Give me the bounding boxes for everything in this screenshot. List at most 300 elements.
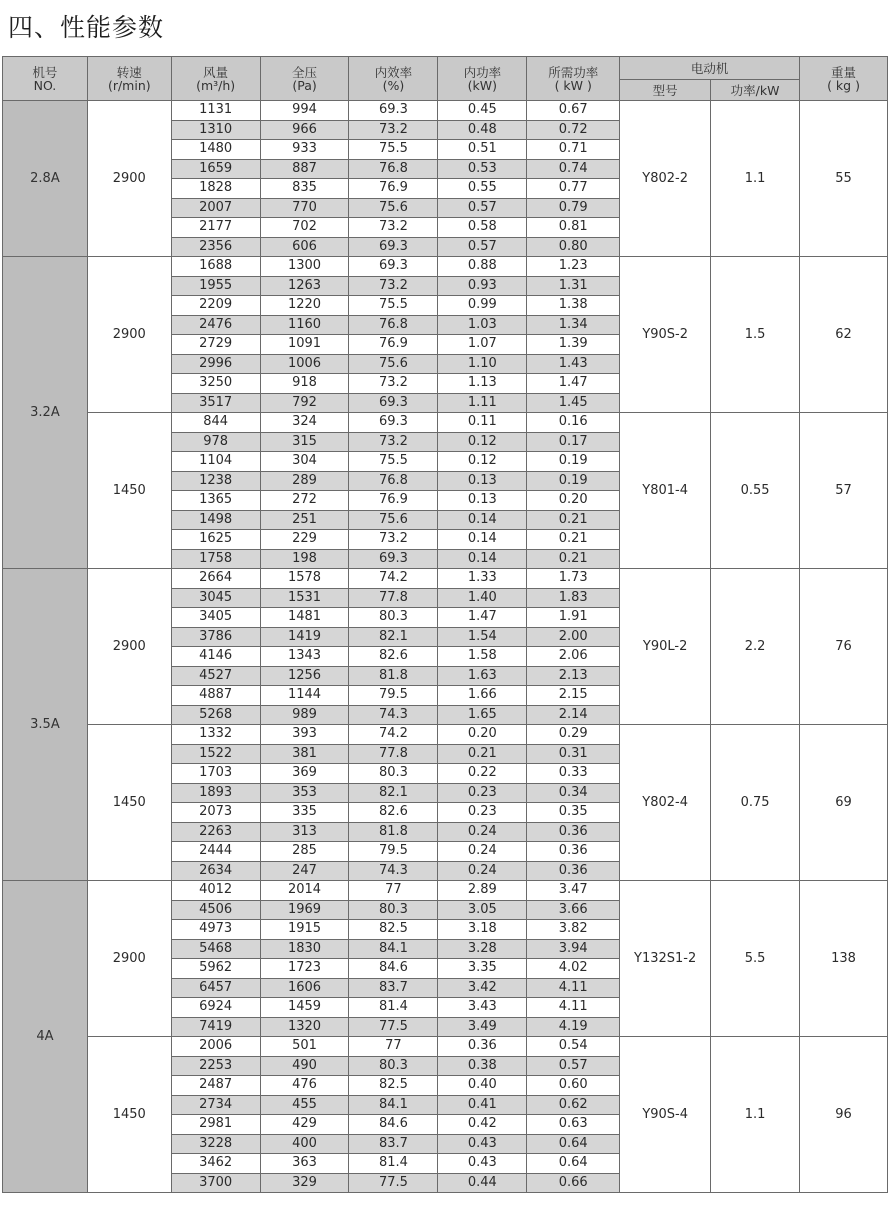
pressure-cell: 381 [260, 744, 349, 764]
inner-power-cell: 0.88 [438, 257, 527, 277]
header-motor-type: 型号 [620, 80, 711, 101]
table-row [3, 257, 888, 277]
inner-power-cell: 0.44 [438, 1173, 527, 1193]
required-power-cell: 0.71 [527, 140, 620, 160]
efficiency-cell: 73.2 [349, 120, 438, 140]
required-power-cell: 1.45 [527, 393, 620, 413]
flow-cell: 1480 [171, 140, 260, 160]
inner-power-cell: 0.14 [438, 510, 527, 530]
pressure-cell: 369 [260, 764, 349, 784]
flow-cell: 4527 [171, 666, 260, 686]
efficiency-cell: 74.2 [349, 569, 438, 589]
header-flow: 风量 (m³/h) [171, 57, 260, 101]
pressure-cell: 393 [260, 725, 349, 745]
motor-power-cell: 2.2 [711, 569, 800, 725]
flow-cell: 3462 [171, 1154, 260, 1174]
inner-power-cell: 0.55 [438, 179, 527, 199]
inner-power-cell: 0.45 [438, 101, 527, 121]
pressure-cell: 1723 [260, 959, 349, 979]
flow-cell: 2996 [171, 354, 260, 374]
required-power-cell: 0.74 [527, 159, 620, 179]
flow-cell: 844 [171, 413, 260, 433]
pressure-cell: 1300 [260, 257, 349, 277]
motor-type-cell: Y90S-4 [620, 1037, 711, 1193]
efficiency-cell: 80.3 [349, 1056, 438, 1076]
flow-cell: 3405 [171, 608, 260, 628]
pressure-cell: 315 [260, 432, 349, 452]
pressure-cell: 285 [260, 842, 349, 862]
inner-power-cell: 3.42 [438, 978, 527, 998]
model-cell: 3.2A [3, 257, 88, 569]
header-speed: 转速 (r/min) [87, 57, 171, 101]
required-power-cell: 0.35 [527, 803, 620, 823]
efficiency-cell: 84.6 [349, 1115, 438, 1135]
header-required-power: 所需功率 ( kW ) [527, 57, 620, 101]
flow-cell: 4012 [171, 881, 260, 901]
inner-power-cell: 1.66 [438, 686, 527, 706]
efficiency-cell: 75.5 [349, 296, 438, 316]
inner-power-cell: 0.40 [438, 1076, 527, 1096]
inner-power-cell: 0.21 [438, 744, 527, 764]
speed-cell: 1450 [87, 413, 171, 569]
required-power-cell: 1.73 [527, 569, 620, 589]
flow-cell: 1498 [171, 510, 260, 530]
inner-power-cell: 0.13 [438, 491, 527, 511]
pressure-cell: 1091 [260, 335, 349, 355]
efficiency-cell: 73.2 [349, 374, 438, 394]
inner-power-cell: 1.07 [438, 335, 527, 355]
flow-cell: 2476 [171, 315, 260, 335]
pressure-cell: 1459 [260, 998, 349, 1018]
flow-cell: 4887 [171, 686, 260, 706]
pressure-cell: 455 [260, 1095, 349, 1115]
required-power-cell: 3.66 [527, 900, 620, 920]
required-power-cell: 0.72 [527, 120, 620, 140]
flow-cell: 2007 [171, 198, 260, 218]
motor-power-cell: 1.5 [711, 257, 800, 413]
efficiency-cell: 75.5 [349, 140, 438, 160]
motor-power-cell: 1.1 [711, 1037, 800, 1193]
pressure-cell: 335 [260, 803, 349, 823]
efficiency-cell: 82.6 [349, 803, 438, 823]
pressure-cell: 1343 [260, 647, 349, 667]
required-power-cell: 0.21 [527, 549, 620, 569]
table-row [3, 1037, 888, 1057]
inner-power-cell: 0.22 [438, 764, 527, 784]
required-power-cell: 1.39 [527, 335, 620, 355]
flow-cell: 6457 [171, 978, 260, 998]
motor-type-cell: Y802-4 [620, 725, 711, 881]
efficiency-cell: 83.7 [349, 978, 438, 998]
flow-cell: 5962 [171, 959, 260, 979]
required-power-cell: 2.15 [527, 686, 620, 706]
pressure-cell: 229 [260, 530, 349, 550]
inner-power-cell: 0.13 [438, 471, 527, 491]
required-power-cell: 0.67 [527, 101, 620, 121]
table-body [3, 101, 888, 1193]
speed-cell: 1450 [87, 1037, 171, 1193]
pressure-cell: 1320 [260, 1017, 349, 1037]
weight-cell: 69 [800, 725, 888, 881]
required-power-cell: 3.47 [527, 881, 620, 901]
inner-power-cell: 0.57 [438, 198, 527, 218]
inner-power-cell: 0.58 [438, 218, 527, 238]
required-power-cell: 0.17 [527, 432, 620, 452]
efficiency-cell: 69.3 [349, 393, 438, 413]
flow-cell: 2444 [171, 842, 260, 862]
pressure-cell: 1606 [260, 978, 349, 998]
efficiency-cell: 81.4 [349, 998, 438, 1018]
pressure-cell: 490 [260, 1056, 349, 1076]
inner-power-cell: 1.13 [438, 374, 527, 394]
efficiency-cell: 81.8 [349, 822, 438, 842]
inner-power-cell: 3.49 [438, 1017, 527, 1037]
header-weight: 重量 ( kg ) [800, 57, 888, 101]
required-power-cell: 3.94 [527, 939, 620, 959]
required-power-cell: 0.21 [527, 530, 620, 550]
weight-cell: 57 [800, 413, 888, 569]
required-power-cell: 1.91 [527, 608, 620, 628]
efficiency-cell: 73.2 [349, 276, 438, 296]
pressure-cell: 918 [260, 374, 349, 394]
efficiency-cell: 74.3 [349, 861, 438, 881]
flow-cell: 5468 [171, 939, 260, 959]
inner-power-cell: 3.18 [438, 920, 527, 940]
inner-power-cell: 1.63 [438, 666, 527, 686]
pressure-cell: 1006 [260, 354, 349, 374]
efficiency-cell: 77.8 [349, 588, 438, 608]
required-power-cell: 0.60 [527, 1076, 620, 1096]
inner-power-cell: 0.11 [438, 413, 527, 433]
flow-cell: 1522 [171, 744, 260, 764]
efficiency-cell: 82.1 [349, 783, 438, 803]
required-power-cell: 0.36 [527, 861, 620, 881]
inner-power-cell: 0.23 [438, 783, 527, 803]
efficiency-cell: 77.5 [349, 1017, 438, 1037]
inner-power-cell: 0.12 [438, 452, 527, 472]
required-power-cell: 2.13 [527, 666, 620, 686]
inner-power-cell: 0.43 [438, 1134, 527, 1154]
pressure-cell: 1263 [260, 276, 349, 296]
flow-cell: 1365 [171, 491, 260, 511]
speed-cell: 2900 [87, 569, 171, 725]
flow-cell: 2006 [171, 1037, 260, 1057]
efficiency-cell: 69.3 [349, 413, 438, 433]
flow-cell: 2981 [171, 1115, 260, 1135]
pressure-cell: 770 [260, 198, 349, 218]
flow-cell: 7419 [171, 1017, 260, 1037]
pressure-cell: 353 [260, 783, 349, 803]
flow-cell: 1659 [171, 159, 260, 179]
required-power-cell: 3.82 [527, 920, 620, 940]
inner-power-cell: 1.54 [438, 627, 527, 647]
pressure-cell: 887 [260, 159, 349, 179]
inner-power-cell: 0.24 [438, 842, 527, 862]
required-power-cell: 0.21 [527, 510, 620, 530]
efficiency-cell: 82.1 [349, 627, 438, 647]
weight-cell: 62 [800, 257, 888, 413]
required-power-cell: 0.54 [527, 1037, 620, 1057]
motor-type-cell: Y132S1-2 [620, 881, 711, 1037]
inner-power-cell: 0.93 [438, 276, 527, 296]
flow-cell: 4146 [171, 647, 260, 667]
efficiency-cell: 81.4 [349, 1154, 438, 1174]
required-power-cell: 1.43 [527, 354, 620, 374]
motor-power-cell: 0.55 [711, 413, 800, 569]
required-power-cell: 1.23 [527, 257, 620, 277]
efficiency-cell: 84.1 [349, 1095, 438, 1115]
required-power-cell: 0.81 [527, 218, 620, 238]
pressure-cell: 272 [260, 491, 349, 511]
model-cell: 4A [3, 881, 88, 1193]
efficiency-cell: 69.3 [349, 257, 438, 277]
required-power-cell: 0.64 [527, 1134, 620, 1154]
pressure-cell: 247 [260, 861, 349, 881]
efficiency-cell: 76.9 [349, 335, 438, 355]
inner-power-cell: 3.05 [438, 900, 527, 920]
required-power-cell: 0.63 [527, 1115, 620, 1135]
flow-cell: 1625 [171, 530, 260, 550]
flow-cell: 978 [171, 432, 260, 452]
efficiency-cell: 84.6 [349, 959, 438, 979]
flow-cell: 1131 [171, 101, 260, 121]
pressure-cell: 400 [260, 1134, 349, 1154]
motor-type-cell: Y802-2 [620, 101, 711, 257]
flow-cell: 2634 [171, 861, 260, 881]
inner-power-cell: 0.57 [438, 237, 527, 257]
required-power-cell: 0.80 [527, 237, 620, 257]
required-power-cell: 0.20 [527, 491, 620, 511]
inner-power-cell: 0.36 [438, 1037, 527, 1057]
motor-power-cell: 1.1 [711, 101, 800, 257]
efficiency-cell: 81.8 [349, 666, 438, 686]
pressure-cell: 476 [260, 1076, 349, 1096]
flow-cell: 1703 [171, 764, 260, 784]
flow-cell: 2734 [171, 1095, 260, 1115]
required-power-cell: 0.36 [527, 842, 620, 862]
inner-power-cell: 0.12 [438, 432, 527, 452]
inner-power-cell: 3.28 [438, 939, 527, 959]
efficiency-cell: 82.5 [349, 920, 438, 940]
inner-power-cell: 1.33 [438, 569, 527, 589]
motor-type-cell: Y90L-2 [620, 569, 711, 725]
flow-cell: 1688 [171, 257, 260, 277]
inner-power-cell: 0.14 [438, 530, 527, 550]
flow-cell: 1104 [171, 452, 260, 472]
inner-power-cell: 0.51 [438, 140, 527, 160]
performance-table [2, 56, 888, 1193]
speed-cell: 1450 [87, 725, 171, 881]
efficiency-cell: 82.6 [349, 647, 438, 667]
required-power-cell: 0.62 [527, 1095, 620, 1115]
pressure-cell: 702 [260, 218, 349, 238]
flow-cell: 6924 [171, 998, 260, 1018]
pressure-cell: 429 [260, 1115, 349, 1135]
header-model: 机号 NO. [3, 57, 88, 101]
pressure-cell: 989 [260, 705, 349, 725]
required-power-cell: 0.19 [527, 471, 620, 491]
flow-cell: 2729 [171, 335, 260, 355]
efficiency-cell: 80.3 [349, 900, 438, 920]
flow-cell: 2073 [171, 803, 260, 823]
pressure-cell: 966 [260, 120, 349, 140]
inner-power-cell: 0.41 [438, 1095, 527, 1115]
efficiency-cell: 69.3 [349, 101, 438, 121]
speed-cell: 2900 [87, 257, 171, 413]
pressure-cell: 304 [260, 452, 349, 472]
speed-cell: 2900 [87, 881, 171, 1037]
required-power-cell: 0.31 [527, 744, 620, 764]
pressure-cell: 329 [260, 1173, 349, 1193]
pressure-cell: 606 [260, 237, 349, 257]
required-power-cell: 0.16 [527, 413, 620, 433]
pressure-cell: 1256 [260, 666, 349, 686]
pressure-cell: 1531 [260, 588, 349, 608]
flow-cell: 1893 [171, 783, 260, 803]
flow-cell: 1828 [171, 179, 260, 199]
required-power-cell: 0.34 [527, 783, 620, 803]
efficiency-cell: 69.3 [349, 237, 438, 257]
efficiency-cell: 80.3 [349, 608, 438, 628]
inner-power-cell: 0.99 [438, 296, 527, 316]
efficiency-cell: 75.6 [349, 510, 438, 530]
inner-power-cell: 1.40 [438, 588, 527, 608]
efficiency-cell: 83.7 [349, 1134, 438, 1154]
model-cell: 3.5A [3, 569, 88, 881]
efficiency-cell: 75.5 [349, 452, 438, 472]
required-power-cell: 2.00 [527, 627, 620, 647]
flow-cell: 3517 [171, 393, 260, 413]
motor-type-cell: Y90S-2 [620, 257, 711, 413]
required-power-cell: 0.33 [527, 764, 620, 784]
inner-power-cell: 3.43 [438, 998, 527, 1018]
flow-cell: 1332 [171, 725, 260, 745]
pressure-cell: 289 [260, 471, 349, 491]
table-row [3, 413, 888, 433]
pressure-cell: 1578 [260, 569, 349, 589]
pressure-cell: 198 [260, 549, 349, 569]
flow-cell: 1758 [171, 549, 260, 569]
header-efficiency: 内效率 (%) [349, 57, 438, 101]
efficiency-cell: 76.8 [349, 315, 438, 335]
pressure-cell: 251 [260, 510, 349, 530]
pressure-cell: 2014 [260, 881, 349, 901]
efficiency-cell: 77 [349, 881, 438, 901]
efficiency-cell: 76.8 [349, 159, 438, 179]
pressure-cell: 1481 [260, 608, 349, 628]
efficiency-cell: 75.6 [349, 198, 438, 218]
speed-cell: 2900 [87, 101, 171, 257]
required-power-cell: 1.31 [527, 276, 620, 296]
efficiency-cell: 76.9 [349, 491, 438, 511]
efficiency-cell: 77.5 [349, 1173, 438, 1193]
weight-cell: 96 [800, 1037, 888, 1193]
inner-power-cell: 0.24 [438, 822, 527, 842]
inner-power-cell: 0.42 [438, 1115, 527, 1135]
pressure-cell: 501 [260, 1037, 349, 1057]
inner-power-cell: 0.23 [438, 803, 527, 823]
efficiency-cell: 80.3 [349, 764, 438, 784]
flow-cell: 2664 [171, 569, 260, 589]
efficiency-cell: 79.5 [349, 686, 438, 706]
inner-power-cell: 1.47 [438, 608, 527, 628]
pressure-cell: 363 [260, 1154, 349, 1174]
weight-cell: 55 [800, 101, 888, 257]
inner-power-cell: 0.24 [438, 861, 527, 881]
efficiency-cell: 82.5 [349, 1076, 438, 1096]
required-power-cell: 4.19 [527, 1017, 620, 1037]
page-title: 四、性能参数 [8, 13, 165, 42]
required-power-cell: 1.83 [527, 588, 620, 608]
efficiency-cell: 69.3 [349, 549, 438, 569]
inner-power-cell: 0.43 [438, 1154, 527, 1174]
required-power-cell: 1.34 [527, 315, 620, 335]
inner-power-cell: 3.35 [438, 959, 527, 979]
table-header [3, 57, 888, 101]
efficiency-cell: 76.9 [349, 179, 438, 199]
flow-cell: 5268 [171, 705, 260, 725]
inner-power-cell: 2.89 [438, 881, 527, 901]
pressure-cell: 1915 [260, 920, 349, 940]
inner-power-cell: 0.14 [438, 549, 527, 569]
flow-cell: 3045 [171, 588, 260, 608]
flow-cell: 4973 [171, 920, 260, 940]
efficiency-cell: 77.8 [349, 744, 438, 764]
flow-cell: 2177 [171, 218, 260, 238]
flow-cell: 2487 [171, 1076, 260, 1096]
flow-cell: 2253 [171, 1056, 260, 1076]
required-power-cell: 4.02 [527, 959, 620, 979]
inner-power-cell: 0.53 [438, 159, 527, 179]
required-power-cell: 0.79 [527, 198, 620, 218]
required-power-cell: 0.19 [527, 452, 620, 472]
flow-cell: 4506 [171, 900, 260, 920]
required-power-cell: 0.64 [527, 1154, 620, 1174]
header-pressure: 全压 (Pa) [260, 57, 349, 101]
pressure-cell: 1830 [260, 939, 349, 959]
efficiency-cell: 76.8 [349, 471, 438, 491]
required-power-cell: 4.11 [527, 978, 620, 998]
table-row [3, 569, 888, 589]
weight-cell: 76 [800, 569, 888, 725]
flow-cell: 1238 [171, 471, 260, 491]
pressure-cell: 324 [260, 413, 349, 433]
efficiency-cell: 77 [349, 1037, 438, 1057]
flow-cell: 2209 [171, 296, 260, 316]
inner-power-cell: 0.20 [438, 725, 527, 745]
required-power-cell: 0.57 [527, 1056, 620, 1076]
model-cell: 2.8A [3, 101, 88, 257]
efficiency-cell: 74.2 [349, 725, 438, 745]
flow-cell: 1310 [171, 120, 260, 140]
efficiency-cell: 73.2 [349, 530, 438, 550]
pressure-cell: 1144 [260, 686, 349, 706]
flow-cell: 1955 [171, 276, 260, 296]
pressure-cell: 835 [260, 179, 349, 199]
table-row [3, 725, 888, 745]
header-motor-power: 功率/kW [711, 80, 800, 101]
inner-power-cell: 1.10 [438, 354, 527, 374]
efficiency-cell: 73.2 [349, 432, 438, 452]
inner-power-cell: 0.48 [438, 120, 527, 140]
pressure-cell: 1160 [260, 315, 349, 335]
inner-power-cell: 1.11 [438, 393, 527, 413]
pressure-cell: 1220 [260, 296, 349, 316]
inner-power-cell: 1.03 [438, 315, 527, 335]
required-power-cell: 4.11 [527, 998, 620, 1018]
efficiency-cell: 79.5 [349, 842, 438, 862]
pressure-cell: 792 [260, 393, 349, 413]
